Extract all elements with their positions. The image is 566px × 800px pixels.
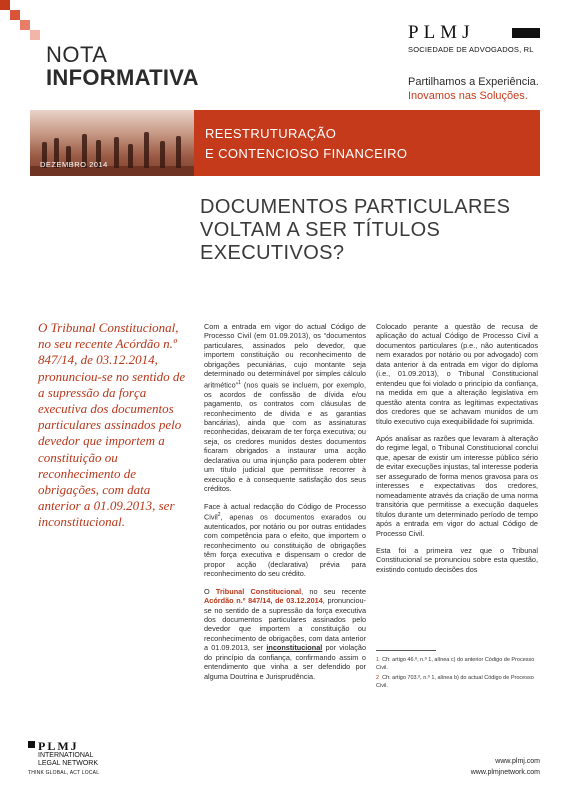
section-banner [30, 110, 540, 176]
corner-square-3 [20, 20, 30, 30]
footnote-1: 1 Cfr. artigo 46.º, n.º 1, alínea c) do anterior Código de Processo Civil. [376, 657, 535, 671]
pull-quote: O Tribunal Constitucional, no seu recente Acórdão n.º 847/14, de 03.12.2014, pronunciou-se no sentido de a supressão da força executiva dos documentos particulares assinados pelo devedor que importem a constituição ou reconhecimento de obrigações, com data anterior a 01.09.2013, ser inconstitucional. [38, 320, 186, 530]
footnote-ref-2: 2 [217, 512, 221, 519]
col2-paragraph-3: Esta foi a primeira vez que o Tribunal Constitucional se pronunciou sobre esta questão, existindo contudo decisões dos [376, 545, 538, 574]
issue-date: DEZEMBRO 2014 [40, 160, 108, 169]
banner-photo [30, 110, 194, 176]
body-column-1 [204, 322, 366, 689]
plmj-logo: PLMJ [408, 22, 475, 43]
footnote-ref-1: 1 [238, 379, 241, 386]
col2-paragraph-2: Após analisar as razões que levaram à alteração do regime legal, o Tribunal Constitucional conclui que, apesar de existir um interesse público sério de evitar execuções injustas, tal interesse poderia ser assegurado de forma menos gravosa para os interesses e expectativas dos credores, nomeadamente através da criação de uma norma transitória que permitisse a execução daqueles títulos durante um determinado período de tempo após a entrada em vigor do actual Código de Processo Civil. [376, 433, 538, 538]
col1-paragraph-3: O Tribunal Constitucional, no seu recente Acórdão n.º 847/14, de 03.12.2014, pronunciou-se no sentido de a supressão da força executiva dos documentos particulares assinados pelo devedor que importem a constituição ou reconhecimento de obrigações, com data anterior a 01.09.2013, ser inconstitucional por violação do princípio da confiança, confirmando assim o entendimento que vinha a ser defendido por alguma Doutrina e Jurisprudência. [204, 586, 367, 681]
tagline-2: Inovamos nas Soluções. [408, 90, 528, 102]
article-title: DOCUMENTOS PARTICULARES VOLTAM A SER TÍTULOS EXECUTIVOS? [200, 196, 511, 264]
footer-logo-line3: LEGAL NETWORK [38, 760, 99, 767]
col2-paragraph-1: Colocado perante a questão de recusa de aplicação do actual Código de Processo Civil a documentos particulares (p.e., não autenticados nem exarados por notário ou por advogado) com data anterior à da entrada em vigor do diploma (i.e., 01.09.2013), o Tribunal Constitucional entendeu que foi violado o princípio da confiança, na medida em que a alteração legislativa em questão atenta contra as legítimas expectativas dos credores que se achavam munidos de um título executivo cuja exequibilidade foi suprimida. [376, 322, 538, 426]
footnote-2: 2 Cfr. artigo 703.º, n.º 1, alínea b) do actual Código de Processo Civil. [376, 675, 534, 689]
nota-heading-line2: INFORMATIVA [46, 65, 199, 90]
col1-paragraph-2: Face à actual redacção do Código de Processo Civil$^2$, apenas os documentos exarados ou autenticados, por notário ou por outras entidades com competência para o efeito, que importem o reconhecimento ou constituição de obrigações têm força executiva e dispensam o credor de propor acção (declarativa) prévia para reconhecimento do seu crédito. [204, 501, 366, 579]
footer-logo-square-icon [28, 741, 35, 748]
footer-url-network[interactable]: www.plmjnetwork.com [470, 769, 540, 776]
footer-url-plmj[interactable]: www.plmj.com [495, 758, 540, 765]
corner-square-1 [0, 0, 10, 10]
footer-slogan: THINK GLOBAL, ACT LOCAL [28, 770, 100, 776]
corner-square-2 [10, 10, 20, 20]
nota-heading-line1: NOTA [46, 42, 108, 67]
corner-square-4 [30, 30, 40, 40]
tagline-1: Partilhamos a Experiência. [408, 76, 539, 88]
footer-logo: PLMJ [38, 739, 79, 753]
footnote-divider [376, 650, 436, 651]
logo-bar-icon [512, 28, 540, 38]
body-column-2 [376, 322, 538, 582]
section-title-line2: E CONTENCIOSO FINANCEIRO [205, 146, 408, 161]
section-title-line1: REESTRUTURAÇÃO [205, 126, 337, 141]
col1-paragraph-1: Com a entrada em vigor do actual Código de Processo Civil (em 01.09.2013), os “documentos particulares, assinados pelo devedor, que importem constituição ou reconhecimento de obrigações pecuniárias, cujo montante seja determinado ou determinável por simples cálculo aritmético”$^1$ (nos quais se incluem, por exemplo, os acordos de confissão de dívida e/ou pagamento, os contratos com cláusulas de reconhecimento de dívida e as garantias bancárias), ainda que com as assinaturas reconhecidas, deixaram de ter força executiva; ou seja, os credores munidos destes documentos ficaram obrigados a instaurar uma acção declarativa ou uma injunção para poderem obter um título judicial que permitisse recorrer à execução e à consequente satisfação dos seus créditos. [204, 322, 366, 494]
logo-subtitle: SOCIEDADE DE ADVOGADOS, RL [408, 45, 534, 54]
footer-logo-line2: INTERNATIONAL [38, 752, 94, 759]
